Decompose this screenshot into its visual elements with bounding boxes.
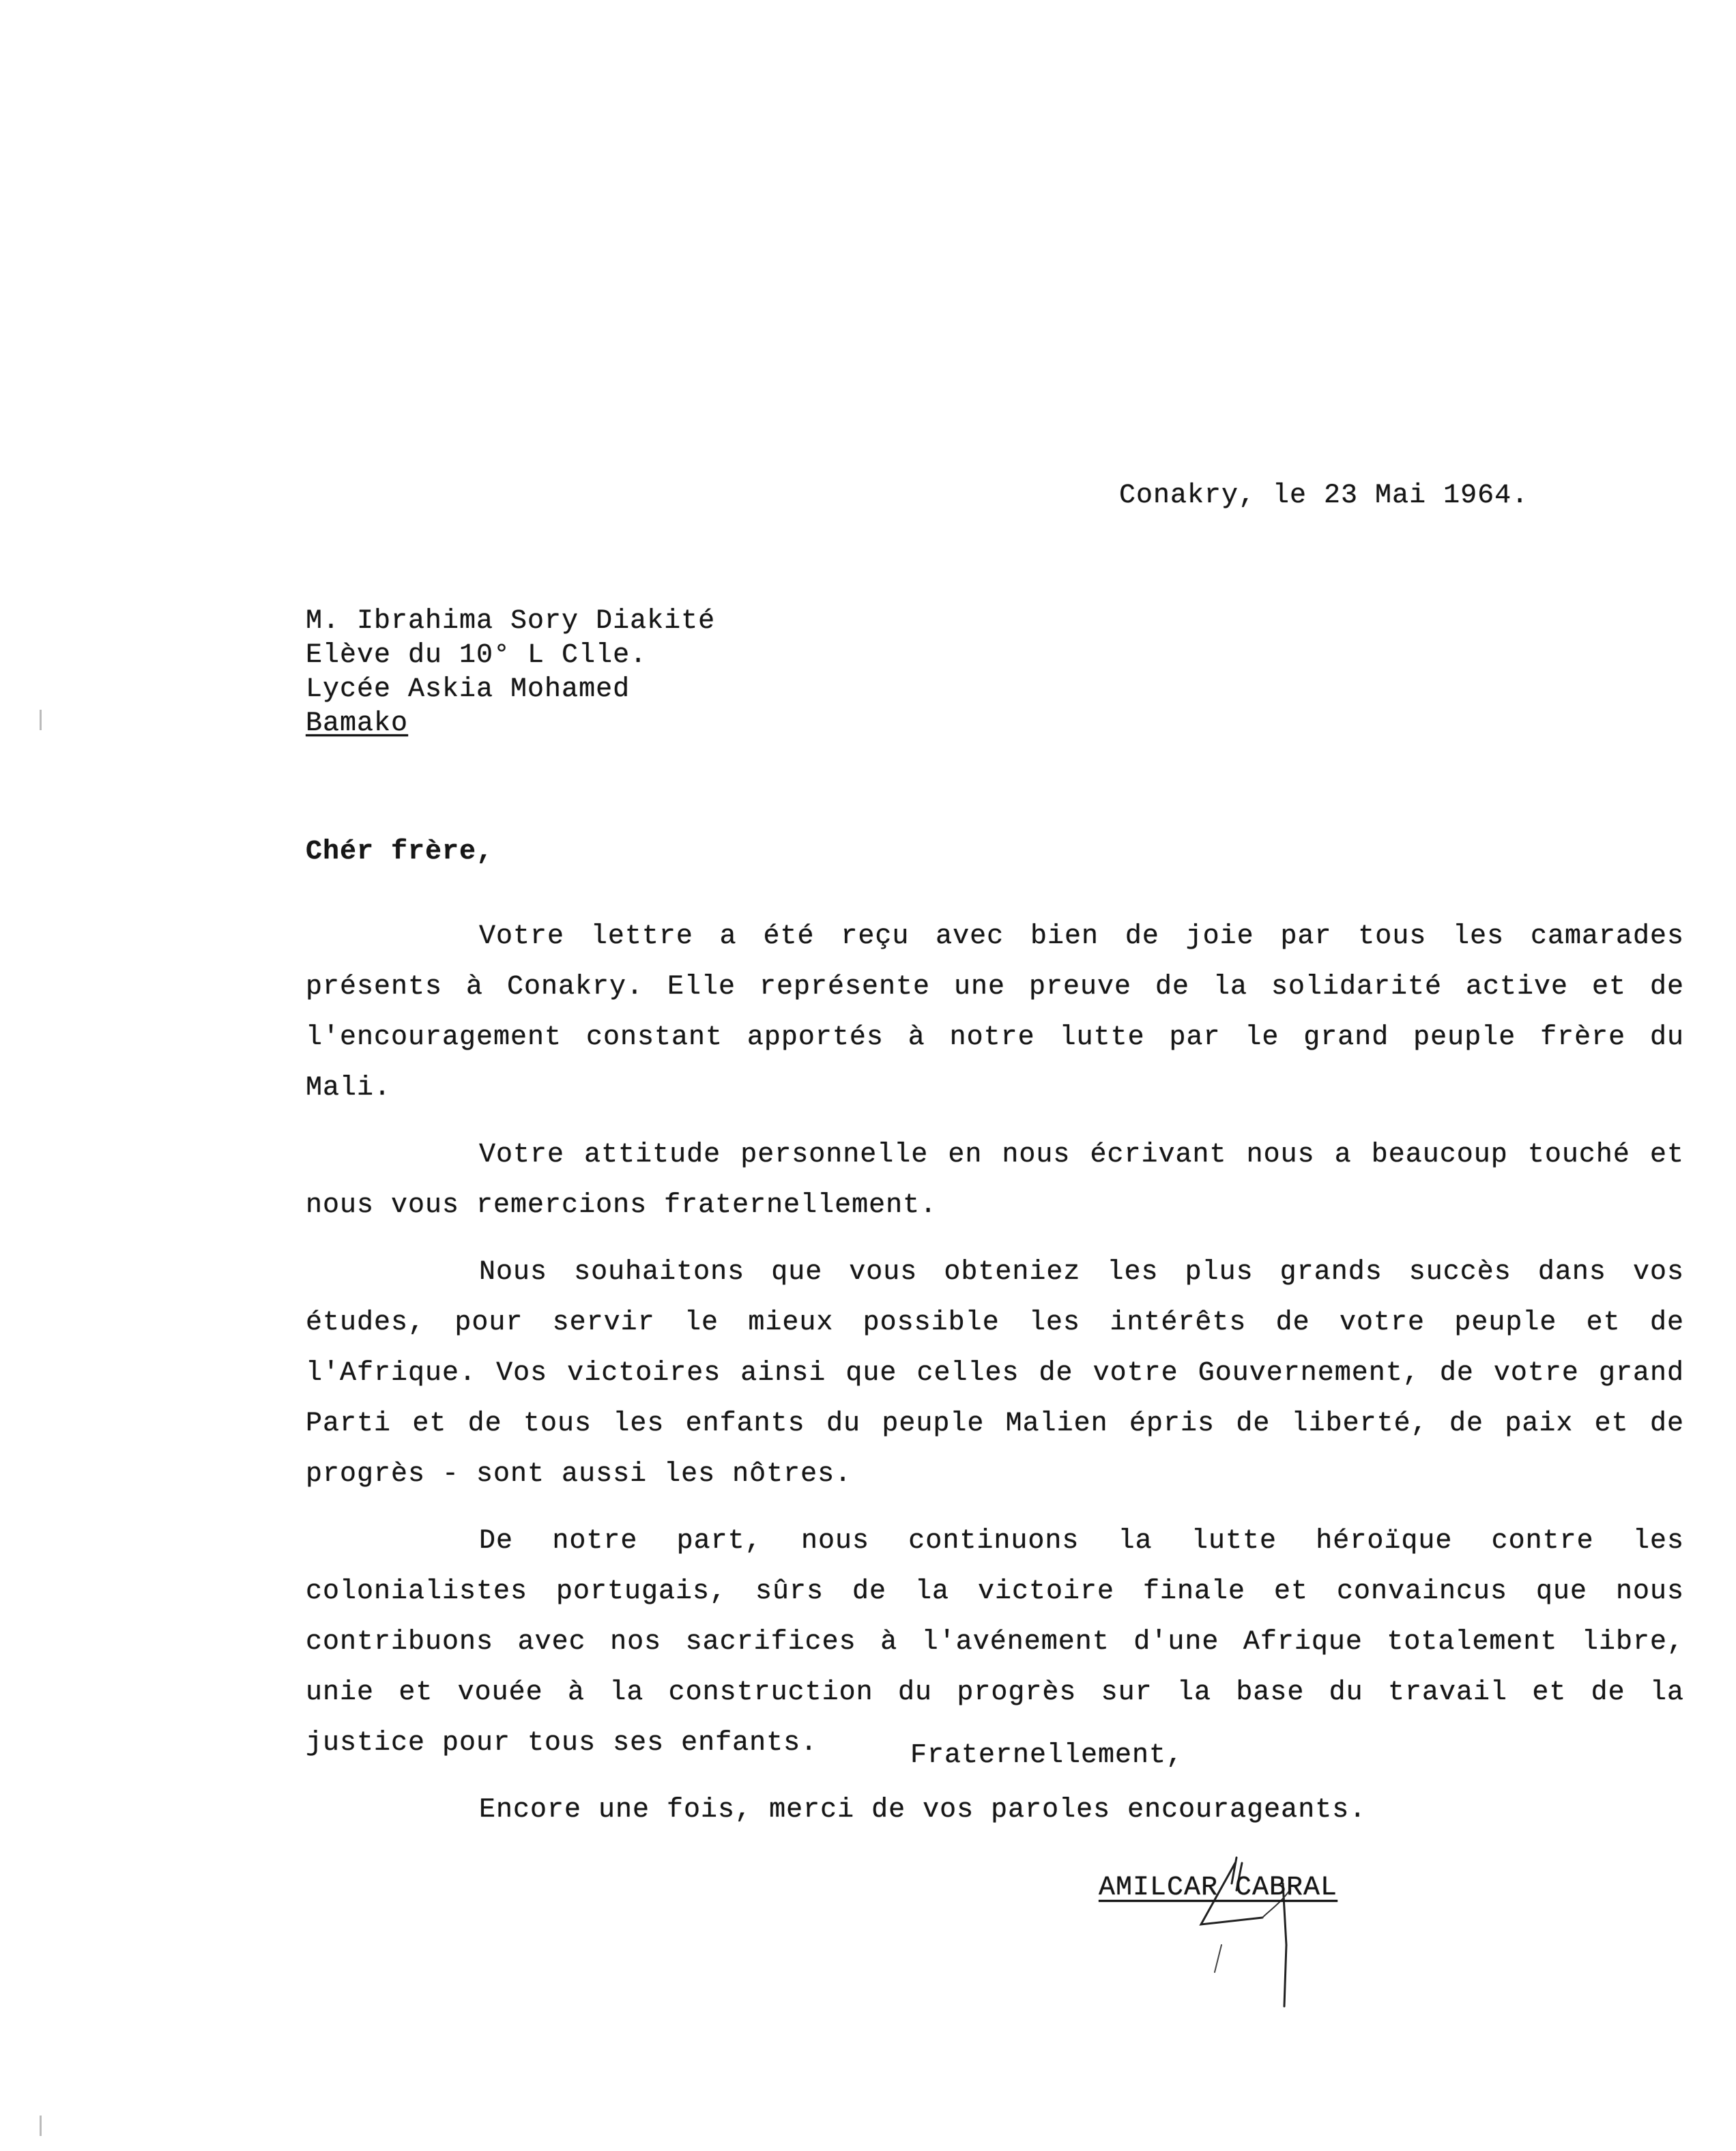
recipient-address xyxy=(306,605,715,741)
signatory-name: AMILCAR CABRAL xyxy=(1099,1873,1338,1903)
paragraph-1: Votre lettre a été reçu avec bien de joie par tous les camarades présents à Conakry. Elle représente une preuve de la solidarité active et de l'encouragement constant apportés à notre lutte par le grand peuple frère du Mali. xyxy=(306,921,1684,1103)
paragraph-2: Votre attitude personnelle en nous écrivant nous a beaucoup touché et nous vous remercions fraternellement. xyxy=(306,1140,1684,1221)
recipient-class: Elève du 10° L Clle. xyxy=(306,640,648,671)
place-date: Conakry, le 23 Mai 1964. xyxy=(1119,480,1529,511)
scan-edge-mark xyxy=(40,710,42,730)
recipient-name: M. Ibrahima Sory Diakité xyxy=(306,606,716,637)
paragraph-5: Encore une fois, merci de vos paroles encourageants. xyxy=(479,1795,1367,1825)
closing: Fraternellement, xyxy=(910,1740,1184,1771)
salutation: Chér frère, xyxy=(306,837,494,867)
paragraph-4: De notre part, nous continuons la lutte héroïque contre les colonialistes portugais, sûrs de la victoire finale et convaincus que nous contribuons avec nos sacrifices à l'avénement d'une Afrique totalement libre, unie et vouée à la construction du progrès sur la base du travail et de la justice pour tous ses enfants. xyxy=(306,1526,1684,1759)
recipient-city: Bamako xyxy=(306,708,409,739)
recipient-school: Lycée Askia Mohamed xyxy=(306,674,631,705)
scan-edge-mark xyxy=(40,2116,42,2136)
paragraph-3: Nous souhaitons que vous obteniez les plus grands succès dans vos études, pour servir le mieux possible les intérêts de votre peuple et de l'Afrique. Vos victoires ainsi que celles de votre Gouvernement, de votre grand Parti et de tous les enfants du peuple Malien épris de liberté, de paix et de progrès - sont aussi les nôtres. xyxy=(306,1257,1684,1490)
letter-body xyxy=(306,912,1684,1852)
